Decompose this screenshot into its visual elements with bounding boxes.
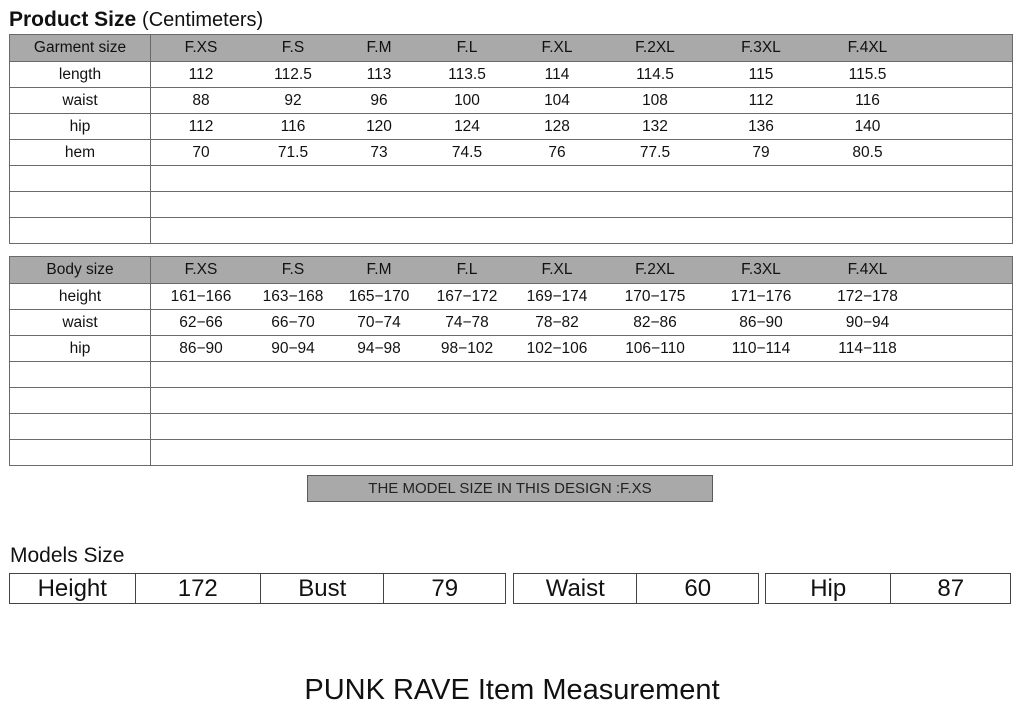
measurement-value: 100 [454, 91, 480, 109]
measurement-value: 112 [188, 117, 214, 135]
model-measure-value: 172 [177, 574, 218, 602]
measurement-value: 74.5 [451, 143, 483, 161]
size-header: F.S [281, 261, 305, 278]
table-row [10, 336, 1013, 362]
measurement-value: 66−70 [271, 313, 315, 331]
size-header: F.XS [184, 39, 218, 56]
measurement-value: 73 [370, 143, 388, 161]
size-header: F.2XL [635, 39, 675, 56]
table-row [10, 114, 1013, 140]
measurement-value: 112.5 [274, 65, 312, 83]
table-row [10, 310, 1013, 336]
row-label: hip [10, 336, 151, 362]
measurement-value: 106−110 [625, 339, 685, 357]
measurement-value: 112 [748, 91, 774, 109]
row-label: waist [10, 88, 151, 114]
measurement-value: 79 [752, 143, 770, 161]
empty-row [10, 362, 1013, 388]
models-size-title: Models Size [10, 544, 125, 567]
size-header: F.M [366, 39, 392, 56]
measurement-value: 113.5 [448, 65, 486, 83]
row-label: hem [10, 140, 151, 166]
measurement-value: 82−86 [633, 313, 677, 331]
table-row [10, 284, 1013, 310]
measurement-value: 161−166 [170, 287, 232, 305]
measurement-value: 62−66 [179, 313, 223, 331]
size-label-header: Garment size [10, 35, 151, 62]
page-title [9, 7, 263, 33]
measurement-value: 132 [642, 117, 668, 135]
empty-row [10, 192, 1013, 218]
measurement-value: 167−172 [436, 287, 498, 305]
measurement-value: 171−176 [730, 287, 792, 305]
body-size-table [9, 256, 1013, 466]
measurement-value: 98−102 [440, 339, 494, 357]
size-header: F.4XL [847, 39, 888, 56]
model-size-note: THE MODEL SIZE IN THIS DESIGN :F.XS [307, 475, 713, 502]
size-header: F.XS [184, 261, 218, 278]
measurement-value: 70 [192, 143, 210, 161]
model-measure-box [513, 573, 759, 604]
size-header: F.XL [541, 39, 573, 56]
row-label: length [10, 62, 151, 88]
garment-size-table [9, 34, 1013, 244]
measurement-value: 140 [854, 117, 881, 135]
measurement-value: 165−170 [348, 287, 410, 305]
row-label: height [10, 284, 151, 310]
size-header: F.L [456, 261, 478, 278]
model-measure-box [9, 573, 261, 604]
measurement-value: 108 [642, 91, 668, 109]
measurement-value: 74−78 [445, 313, 489, 331]
model-measure-value: 79 [431, 574, 459, 602]
measurement-value: 80.5 [852, 143, 883, 161]
table-row [10, 88, 1013, 114]
measurement-value: 71.5 [277, 143, 309, 161]
title-main: Product Size [9, 8, 137, 31]
measurement-value: 120 [366, 117, 392, 135]
measurement-value: 114.5 [636, 65, 674, 83]
measurement-value: 102−106 [526, 339, 588, 357]
measurement-value: 116 [855, 91, 880, 109]
measurement-value: 112 [188, 65, 214, 83]
model-measure-label: Height [10, 574, 136, 603]
row-label: hip [10, 114, 151, 140]
size-header: F.2XL [635, 261, 675, 278]
model-measure-value: 87 [937, 574, 965, 602]
measurement-value: 128 [544, 117, 570, 135]
measurement-value: 86−90 [179, 339, 223, 357]
size-label-header: Body size [10, 257, 151, 284]
measurement-value: 163−168 [262, 287, 324, 305]
measurement-value: 78−82 [535, 313, 579, 331]
empty-row [10, 166, 1013, 192]
model-measure-label: Waist [514, 574, 637, 603]
measurement-value: 90−94 [271, 339, 315, 357]
title-unit: (Centimeters) [142, 9, 264, 31]
measurement-value: 88 [192, 91, 210, 109]
measurement-value: 92 [284, 91, 302, 109]
measurement-value: 169−174 [526, 287, 588, 305]
table-row [10, 140, 1013, 166]
empty-row [10, 414, 1013, 440]
model-measure-box [765, 573, 1011, 604]
size-header: F.S [281, 39, 305, 56]
model-measure-box [260, 573, 506, 604]
empty-row [10, 388, 1013, 414]
measurement-value: 90−94 [845, 313, 890, 331]
size-header: F.M [366, 261, 392, 278]
measurement-value: 124 [454, 117, 480, 135]
model-measure-label: Hip [766, 574, 891, 603]
table-row [10, 62, 1013, 88]
measurement-value: 136 [748, 117, 774, 135]
measurement-value: 116 [280, 117, 306, 135]
size-header-cell [151, 35, 1013, 62]
measurement-value: 94−98 [357, 339, 401, 357]
measurement-value: 104 [544, 91, 570, 109]
size-header: F.L [456, 39, 478, 56]
measurement-value: 115.5 [848, 65, 887, 83]
measurement-value: 70−74 [357, 313, 401, 331]
measurement-value: 170−175 [624, 287, 686, 305]
empty-row [10, 218, 1013, 244]
model-measure-label: Bust [261, 574, 384, 603]
measurement-value: 114 [544, 65, 570, 83]
measurement-value: 110−114 [731, 339, 791, 357]
size-header: F.XL [541, 261, 573, 278]
size-header: F.4XL [847, 261, 888, 278]
model-measure-value: 60 [684, 574, 712, 602]
measurement-value: 113 [366, 65, 392, 83]
row-label: waist [10, 310, 151, 336]
footer-title: PUNK RAVE Item Measurement [304, 674, 720, 706]
measurement-value: 86−90 [739, 313, 783, 331]
size-header: F.3XL [741, 261, 781, 278]
measurement-value: 172−178 [837, 287, 898, 305]
measurement-value: 77.5 [639, 143, 671, 161]
measurement-value: 76 [548, 143, 566, 161]
size-header: F.3XL [741, 39, 781, 56]
measurement-value: 114−118 [838, 339, 897, 357]
empty-row [10, 440, 1013, 466]
size-header-cell [151, 257, 1013, 284]
measurement-value: 115 [748, 65, 774, 83]
measurement-value: 96 [370, 91, 388, 109]
